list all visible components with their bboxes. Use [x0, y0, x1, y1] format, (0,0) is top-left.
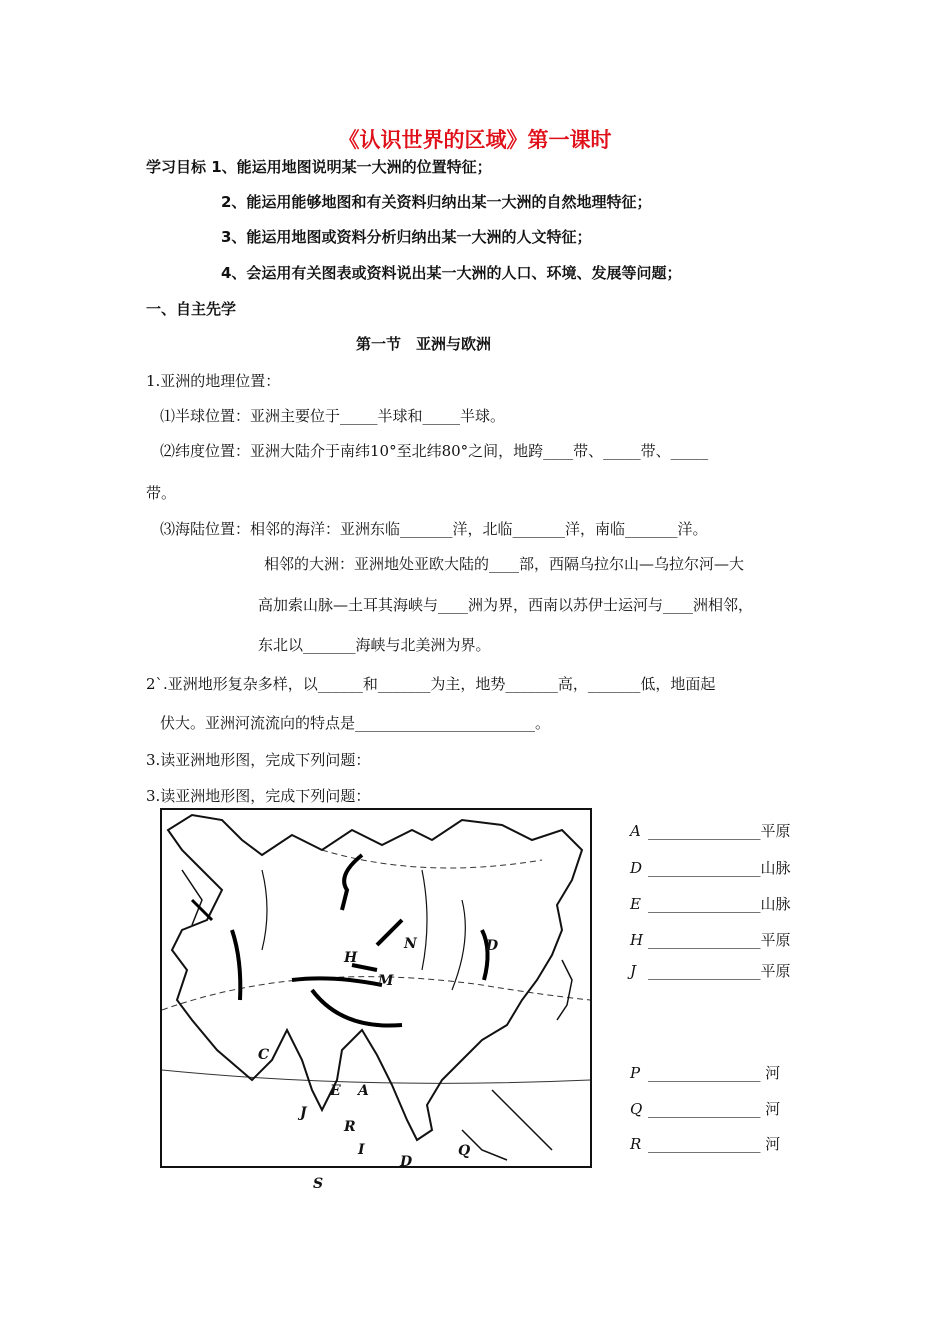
answer-suffix: 平原: [760, 962, 791, 980]
q1-title: 1.亚洲的地理位置：: [146, 372, 281, 390]
answer-suffix: 河: [760, 1064, 781, 1082]
answer-blank[interactable]: _______________: [648, 859, 761, 877]
answer-suffix: 平原: [760, 931, 791, 949]
map-label-n: N: [404, 936, 417, 952]
q3-title-b: 3.读亚洲地形图，完成下列问题：: [146, 787, 371, 805]
page-title: 《认识世界的区域》第一课时: [338, 128, 612, 152]
q1-neighbor-c: 东北以_______海峡与北美洲为界。: [258, 636, 491, 654]
answer-suffix: 平原: [760, 822, 791, 840]
q1-neighbor-b: 高加索山脉—土耳其海峡与____洲为界，西南以苏伊士运河与____洲相邻，: [258, 596, 754, 614]
answer-key: H: [630, 931, 644, 949]
answer-key: P: [630, 1064, 641, 1082]
map-label-m: M: [378, 973, 394, 989]
map-label-d-south: D: [400, 1154, 413, 1170]
goal-4: 4、会运用有关图表或资料说出某一大洲的人口、环境、发展等问题；: [221, 264, 682, 282]
answer-e: [630, 893, 791, 914]
chapter-heading: 第一节 亚洲与欧洲: [356, 335, 492, 353]
map-label-e: E: [330, 1083, 341, 1099]
answer-key: A: [630, 822, 641, 840]
answer-r: [630, 1133, 780, 1154]
map-label-s: S: [313, 1176, 324, 1192]
q2-line-a: 2`.亚洲地形复杂多样，以______和_______为主，地势_______高，_______低，地面起: [146, 675, 716, 693]
q1-hemisphere: ⑴半球位置：亚洲主要位于_____半球和_____半球。: [160, 407, 506, 425]
answer-blank[interactable]: _______________: [648, 895, 761, 913]
answer-suffix: 河: [760, 1135, 781, 1153]
map-label-r: R: [344, 1119, 356, 1135]
q1-sea-land: ⑶海陆位置：相邻的海洋：亚洲东临_______洋，北临_______洋，南临_______洋。: [160, 520, 708, 538]
answer-key: Q: [630, 1100, 643, 1118]
map-label-j: J: [300, 1105, 307, 1121]
map-label-h: H: [344, 950, 358, 966]
q1-latitude-b: 带。: [146, 484, 177, 502]
answer-suffix: 河: [760, 1100, 781, 1118]
answer-d: [630, 857, 791, 878]
answer-key: R: [630, 1135, 642, 1153]
q1-neighbor-a: 相邻的大洲：亚洲地处亚欧大陆的____部，西隔乌拉尔山—乌拉尔河—大: [264, 555, 745, 573]
q1-latitude-a: ⑵纬度位置：亚洲大陆介于南纬10°至北纬80°之间，地跨____带、_____带、_____: [160, 442, 709, 460]
answer-key: D: [630, 859, 643, 877]
section-heading: 一、自主先学: [146, 300, 237, 318]
answer-h: [630, 929, 791, 950]
answer-q: [630, 1098, 780, 1119]
answer-a: [630, 820, 791, 841]
map-outline: [162, 810, 590, 1166]
answer-blank[interactable]: _______________: [648, 1100, 761, 1118]
map-label-q: Q: [458, 1143, 471, 1159]
answer-blank[interactable]: _______________: [648, 1135, 761, 1153]
q2-line-b: 伏大。亚洲河流流向的特点是________________________。: [160, 714, 551, 732]
goal-1: 学习目标 1、能运用地图说明某一大洲的位置特征；: [146, 158, 492, 176]
answer-j: [630, 960, 791, 981]
answer-suffix: 山脉: [760, 895, 791, 913]
map-label-i: I: [358, 1142, 365, 1158]
answer-blank[interactable]: _______________: [648, 1064, 761, 1082]
answer-p: [630, 1062, 780, 1083]
asia-terrain-map: [160, 808, 592, 1168]
answer-blank[interactable]: _______________: [648, 962, 761, 980]
goal-2: 2、能运用能够地图和有关资料归纳出某一大洲的自然地理特征；: [221, 193, 652, 211]
answer-suffix: 山脉: [760, 859, 791, 877]
answer-blank[interactable]: _______________: [648, 822, 761, 840]
map-label-d-north: D: [486, 938, 499, 954]
answer-key: E: [630, 895, 641, 913]
answer-blank[interactable]: _______________: [648, 931, 761, 949]
q3-title-a: 3.读亚洲地形图，完成下列问题：: [146, 751, 371, 769]
goal-3: 3、能运用地图或资料分析归纳出某一大洲的人文特征；: [221, 228, 592, 246]
map-label-a: A: [358, 1083, 369, 1099]
answer-key: J: [630, 962, 637, 980]
map-label-c: C: [258, 1047, 270, 1063]
